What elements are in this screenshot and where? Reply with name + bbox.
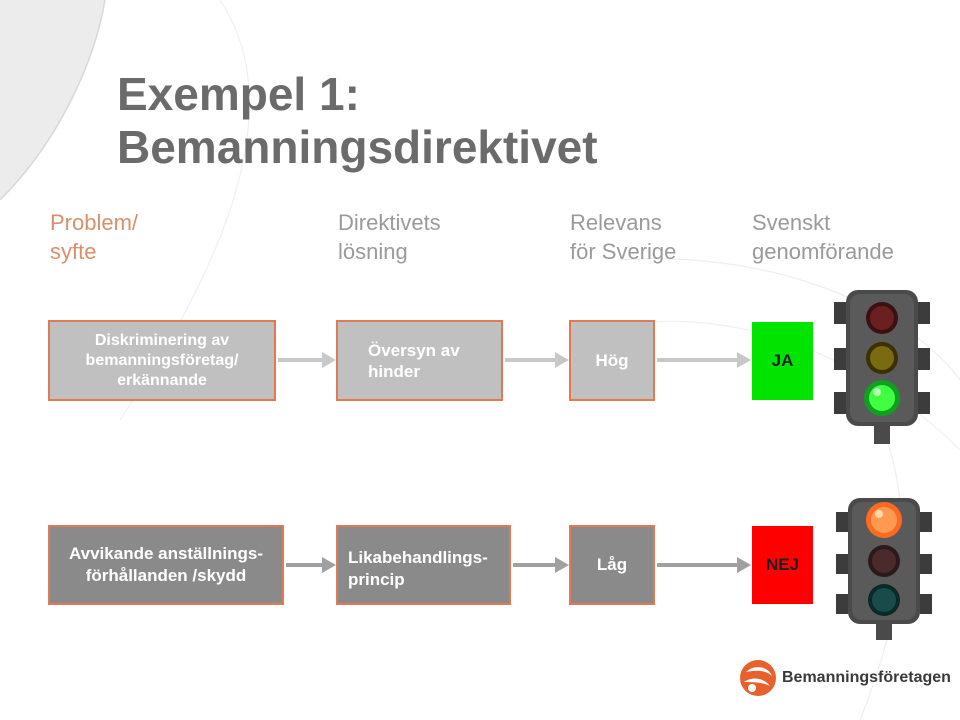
row1-arrow-3 [657, 350, 751, 370]
header-relevance: Relevans för Sverige [570, 210, 677, 264]
row1-answer-badge: JA [752, 322, 813, 400]
row1-problem-box: Diskriminering av bemanningsföretag/ erkännande [48, 320, 276, 401]
row2-arrow-3 [657, 555, 751, 575]
traffic-light-red-icon [834, 490, 934, 640]
bemanningsforetagen-logo-icon [738, 658, 778, 698]
traffic-light-green-icon [832, 288, 932, 444]
slide-title: Exempel 1: Bemanningsdirektivet [117, 68, 598, 173]
row2-solution-box: Likabehandlings- princip [336, 525, 511, 605]
row2-relevance-box: Låg [569, 525, 655, 605]
row1-arrow-1 [278, 350, 336, 370]
row2-answer-badge: NEJ [752, 526, 813, 604]
row2-arrow-1 [286, 555, 336, 575]
row1-solution-box: Översyn av hinder [336, 320, 503, 401]
header-problem: Problem/ syfte [50, 210, 139, 264]
logo-text: Bemanningsföretagen [782, 669, 951, 686]
header-implementation: Svenskt genomförande [752, 210, 894, 264]
header-solution: Direktivets lösning [338, 210, 441, 264]
row1-arrow-2 [505, 350, 569, 370]
bemanningsforetagen-logo [738, 658, 951, 698]
row1-relevance-box: Hög [569, 320, 655, 401]
row2-problem-box: Avvikande anställnings- förhållanden /skydd [48, 525, 284, 605]
row2-arrow-2 [513, 555, 569, 575]
